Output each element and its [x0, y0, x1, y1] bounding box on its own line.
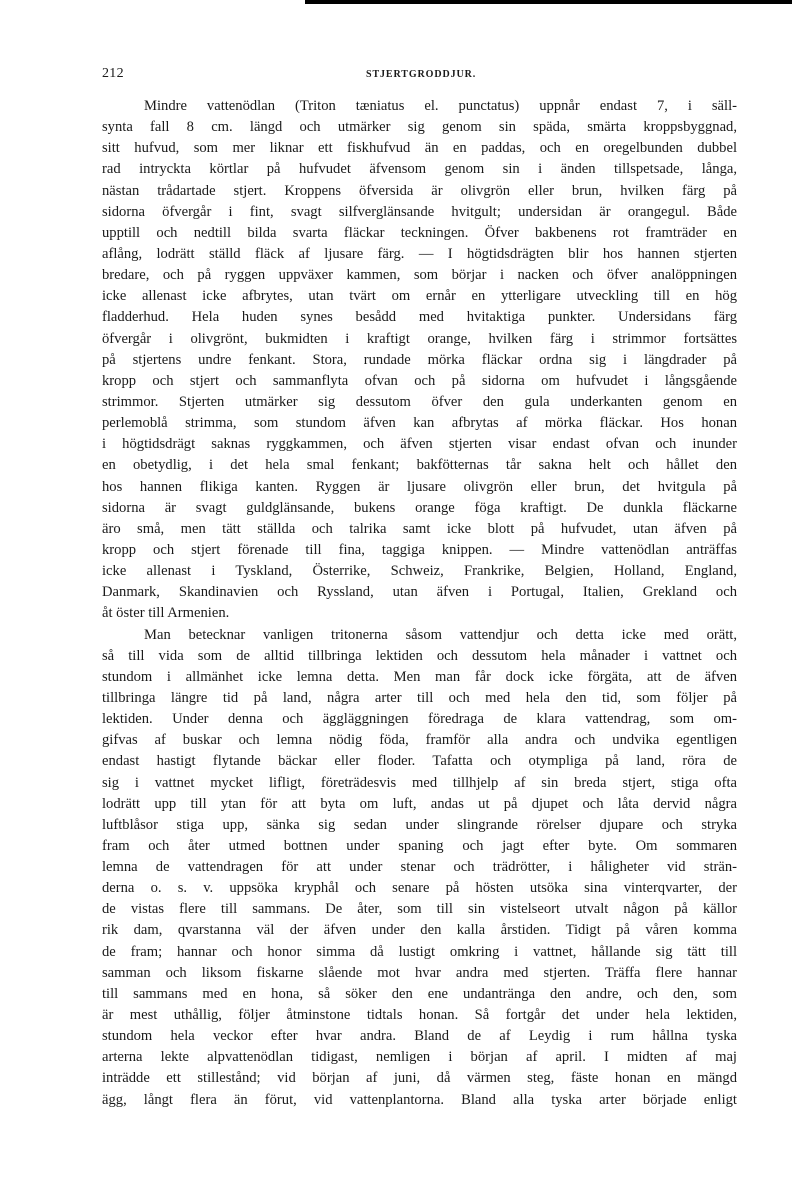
text-line: fladderhud. Hela huden synes besådd med hvitaktiga punkter. Undersidans färg: [102, 309, 737, 326]
text-line: är mest uthållig, följer åtminstone tidtals honan. Så fortgår det under hela lektiden,: [102, 1007, 737, 1024]
text-line: derna o. s. v. uppsöka kryphål och senare på hösten utsöka sina vinterqvarter, der: [102, 880, 737, 897]
text-line: nästan trådartade stjert. Kroppens öfversida är olivgrön eller brun, hvilken färg på: [102, 182, 737, 199]
text-line: arterna lekte alpvattenödlan tidigast, nemligen i början af april. I midten af maj: [102, 1049, 737, 1066]
top-rule-gap: [0, 0, 305, 4]
text-line: öfvergår i olivgrönt, bukmidten i kraftigt orange, hvilken färg i strimmor fortsättes: [102, 330, 737, 347]
text-line: i högtidsdrägt saknas ryggkammen, och äfven stjerten visar endast ofvan och inunder: [102, 436, 737, 453]
text-line: upptill och nedtill bilda svarta fläckar teckningen. Öfver bakbenens rot framträder en: [102, 224, 737, 241]
text-line: inträdde ett stillestånd; vid början af juni, då värmen steg, fäste honan en mängd: [102, 1070, 737, 1087]
text-line: så till vida som de alltid tillbringa lektiden och dessutom hela månader i vattnet och: [102, 647, 737, 664]
text-line: kropp och stjert och sammanflyta ofvan och på sidorna om hufvudet i långsgående: [102, 372, 737, 389]
text-line: endast hastigt flytande bäckar eller floder. Tafatta och otympliga på land, röra de: [102, 753, 737, 770]
text-line: stundom i allmänhet icke lemna detta. Men man får dock icke förgäta, att de äfven: [102, 668, 737, 685]
text-line: bredare, och på ryggen uppväxer kammen, som börjar i nacken och öfver analöppningen: [102, 267, 737, 284]
text-line: lodrätt upp till ytan för att byta om luft, andas ut på djupet och låta dervid några: [102, 795, 737, 812]
text-line: luftblåsor stiga upp, sänka sig sedan under slingrande rörelser djupare och stryka: [102, 816, 737, 833]
text-line: synta fall 8 cm. längd och utmärker sig genom sin späda, smärta kroppsbyggnad,: [102, 119, 737, 136]
text-line: Danmark, Skandinavien och Ryssland, utan äfven i Portugal, Italien, Grekland och: [102, 584, 737, 601]
text-line: de fram; hannar och honor simma då lustigt omkring i vattnet, hållande sig tätt till: [102, 943, 737, 960]
text-line: sidorna är svagt guldglänsande, bukens orange föga kraftigt. De dunkla fläckarne: [102, 499, 737, 516]
text-line: icke allenast icke afbrytes, utan tvärt om ernår en ytterligare utveckling till en hög: [102, 288, 737, 305]
text-line: äro små, men tätt ställda och talrika samt icke blott på hufvudet, utan äfven på: [102, 520, 737, 537]
text-line: till sammans med en hona, så söker den ene undantränga den andre, och den, som: [102, 985, 737, 1002]
text-line: gifvas af buskar och lemna nödig föda, framför alla andra och undvika egentligen: [102, 732, 737, 749]
text-line: Man betecknar vanligen tritonerna såsom vattendjur och detta icke med orätt,: [144, 626, 737, 643]
text-line: sitt hufvud, som mer liknar ett fiskhufvud än en paddas, och en oregelbunden dubbel: [102, 140, 737, 157]
text-line: perlemoblå strimma, som stundom äfven kan afbrytas af mörka fläckar. Hos honan: [102, 415, 737, 432]
text-line: samman och liksom fiskarne slående mot hvar andra med stjerten. Träffa flere hannar: [102, 964, 737, 981]
text-line: hos hannen flikiga kanten. Ryggen är ljusare olivgrön eller brun, det hvitgula på: [102, 478, 737, 495]
text-line: tillbringa längre tid på land, några arter till och med hela den tid, som följer på: [102, 689, 737, 706]
text-line: en obetydlig, i det hela smal fenkant; bakfötternas tår sakna helt och hållet den: [102, 457, 737, 474]
text-line: ägg, långt flera än förut, vid vattenplantorna. Bland alla tyska arter började enligt: [102, 1091, 737, 1108]
page-number: 212: [102, 66, 124, 81]
text-line: aflång, lodrätt ställd fläck af ljusare färg. — I högtidsdrägten blir hos hannen stjerten: [102, 245, 737, 262]
text-line: de vistas flere till sammans. De åter, som till sin vistelseort utvalt någon på källor: [102, 901, 737, 918]
text-line: fram och åter utmed bottnen under spaning och jagt efter byte. Om sommaren: [102, 837, 737, 854]
text-line: strimmor. Stjerten utmärker sig dessutom öfver den gula underkanten genom en: [102, 393, 737, 410]
text-line: lektiden. Under denna och äggläggningen föredraga de klara vattendrag, som om-: [102, 711, 737, 728]
text-line: kropp och stjert förenade till fina, taggiga knippen. — Mindre vattenödlan anträffas: [102, 541, 737, 558]
text-line: på stjertens undre fenkant. Stora, rundade mörka fläckar ordna sig i längdrader på: [102, 351, 737, 368]
text-line: sig i vattnet mycket lifligt, företrädesvis med tillhjelp af sin breda stjert, stiga ofta: [102, 774, 737, 791]
text-line: stundom hela veckor efter hvar andra. Bland de af Leydig i rum hållna tyska: [102, 1028, 737, 1045]
body-text: [102, 96, 737, 1111]
text-line: sidorna öfvergår i fint, svagt silfverglänsande hvitgult; undersidan är orangegul. Både: [102, 203, 737, 220]
text-line: Mindre vattenödlan (Triton tæniatus el. punctatus) uppnår endast 7, i säll-: [144, 98, 737, 114]
text-line: rad intryckta körtlar på hufvudet äfvensom genom sin i änden tillspetsade, långa,: [102, 161, 737, 178]
text-line: icke allenast i Tyskland, Österrike, Schweiz, Frankrike, Belgien, Holland, England,: [102, 563, 737, 580]
text-line: rik dam, qvarstanna väl der äfven under den kalla årstiden. Tidigt på våren komma: [102, 922, 737, 939]
text-line: åt öster till Armenien.: [102, 605, 230, 622]
text-line: lemna de vattendragen för att under stenar och trädrötter, i håligheter vid strän-: [102, 859, 737, 876]
running-head: STJERTGRODDJUR.: [366, 69, 477, 80]
